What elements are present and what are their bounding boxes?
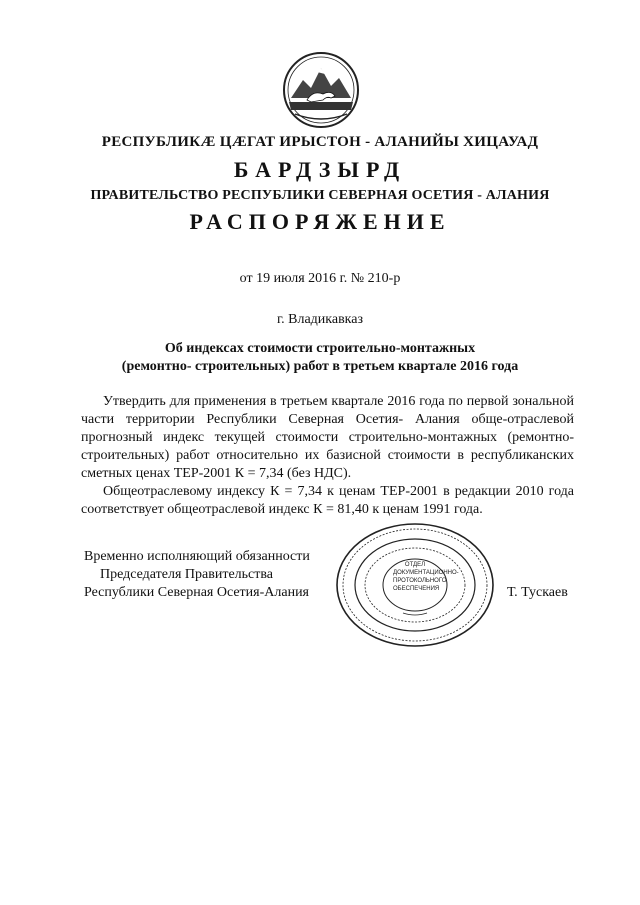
stamp-line: ОБЕСПЕЧЕНИЯ [393, 586, 440, 592]
document-city: г. Владикавказ [276, 312, 364, 327]
stamp-line: ПРОТОКОЛЬНОГО [393, 578, 447, 584]
stamp-line: ДОКУМЕНТАЦИОННО- [393, 570, 459, 576]
ossetian-government-name: РЕСПУБЛИКÆ ЦÆГАТ ИРЫСТОН - АЛАНИЙЫ ХИЦАУАД [101, 134, 539, 150]
signatory-title-line-3: Республики Северная Осетия-Алания [84, 585, 309, 600]
russian-document-type: РАСПОРЯЖЕНИЕ [189, 209, 451, 234]
coat-of-arms-emblem [281, 50, 361, 130]
body-paragraph-2: Общеотраслевому индексу К = 7,34 к ценам ТЕР-2001 в редакции 2010 года соответствует общеотраслевой индекс К = 81,40 к ценам 1991 года. [81, 484, 574, 517]
document-title-line-1: Об индексах стоимости строительно-монтажных [164, 341, 476, 356]
ossetian-document-type: БАРДЗЫРД [233, 157, 407, 182]
document-date-number: от 19 июля 2016 г. № 210-р [239, 271, 401, 286]
signatory-name: Т. Тускаев [507, 585, 568, 600]
signatory-title-line-1: Временно исполняющий обязанности [84, 549, 310, 564]
body-paragraph-1: Утвердить для применения в третьем квартале 2016 года по первой зональной части территории Республики Северная Осетия- Алания обще-отраслевой прогнозный индекс текущей стоимости строительно-монтажных (ремонтно-строительных) работ относительно их базисной стоимости в республиканских сметных ценах ТЕР-2001 К = 7,34 (без НДС). [81, 394, 574, 481]
russian-government-name: ПРАВИТЕЛЬСТВО РЕСПУБЛИКИ СЕВЕРНАЯ ОСЕТИЯ - АЛАНИЯ [90, 188, 550, 203]
stamp-center-text [393, 561, 459, 593]
signatory-title-line-2: Председателя Правительства [100, 567, 274, 582]
stamp-line: ОТДЕЛ [404, 562, 426, 568]
document-title-line-2: (ремонтно- строительных) работ в третьем квартале 2016 года [121, 359, 519, 374]
document-body [81, 393, 574, 519]
